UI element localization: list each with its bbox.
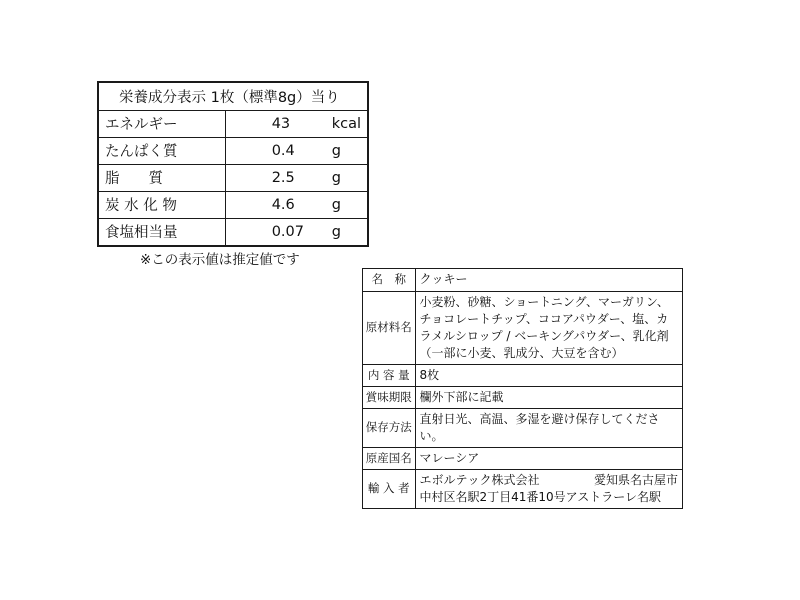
importer-company: エボルテック株式会社 <box>419 472 540 487</box>
label-row-best-before <box>363 386 682 408</box>
label-key: 輸 入 者 <box>363 469 415 508</box>
nutrient-name: 食塩相当量 <box>99 218 225 245</box>
nutrient-name: エネルギー <box>99 110 225 137</box>
nutrient-name: 脂 質 <box>99 164 225 191</box>
label-key: 原材料名 <box>363 291 415 364</box>
label-row-importer <box>363 469 682 508</box>
label-key: 原産国名 <box>363 447 415 469</box>
nutrition-row-carbohydrate <box>99 191 367 218</box>
nutrition-row-energy <box>99 110 367 137</box>
label-value: 8枚 <box>415 364 682 386</box>
importer-address-line1: 愛知県名古屋市 <box>593 472 678 487</box>
nutrition-row-fat <box>99 164 367 191</box>
estimate-note: ※この表示値は推定値です <box>140 252 300 268</box>
nutrient-value: 43 <box>271 115 291 132</box>
nutrient-name: 炭 水 化 物 <box>99 191 225 218</box>
nutrition-row-salt <box>99 218 367 245</box>
label-row-name <box>363 269 682 291</box>
nutrient-unit: g <box>331 169 341 186</box>
nutrient-unit: g <box>331 196 341 213</box>
nutrient-name: たんぱく質 <box>99 137 225 164</box>
nutrient-value: 0.07 <box>271 223 304 240</box>
nutrient-unit: g <box>331 223 341 240</box>
label-row-contents <box>363 364 682 386</box>
label-key: 内 容 量 <box>363 364 415 386</box>
label-row-ingredients <box>363 291 682 364</box>
label-value: クッキー <box>415 269 682 291</box>
label-value: マレーシア <box>415 447 682 469</box>
nutrient-unit: kcal <box>331 115 361 132</box>
importer-address-line2: 中村区名駅2丁目41番10号アストラーレ名駅 <box>419 489 661 504</box>
nutrient-value: 2.5 <box>271 169 295 186</box>
nutrition-facts-table <box>97 81 369 247</box>
label-key: 賞味期限 <box>363 386 415 408</box>
label-value: 直射日光、高温、多湿を避け保存してください。 <box>415 408 682 447</box>
label-row-storage <box>363 408 682 447</box>
nutrition-header: 栄養成分表示 1枚（標準8g）当り <box>99 83 367 110</box>
product-label-table <box>362 268 683 509</box>
label-value: 小麦粉、砂糖、ショートニング、マーガリン、チョコレートチップ、ココアパウダー、塩、カラメルシロップ / ベーキングパウダー、乳化剤（一部に小麦、乳成分、大豆を含む） <box>415 291 682 364</box>
label-key: 名 称 <box>363 269 415 291</box>
label-key: 保存方法 <box>363 408 415 447</box>
label-row-origin <box>363 447 682 469</box>
nutrient-value: 0.4 <box>271 142 295 159</box>
nutrient-value: 4.6 <box>271 196 295 213</box>
nutrient-unit: g <box>331 142 341 159</box>
nutrition-row-protein <box>99 137 367 164</box>
label-value: 欄外下部に記載 <box>415 386 682 408</box>
